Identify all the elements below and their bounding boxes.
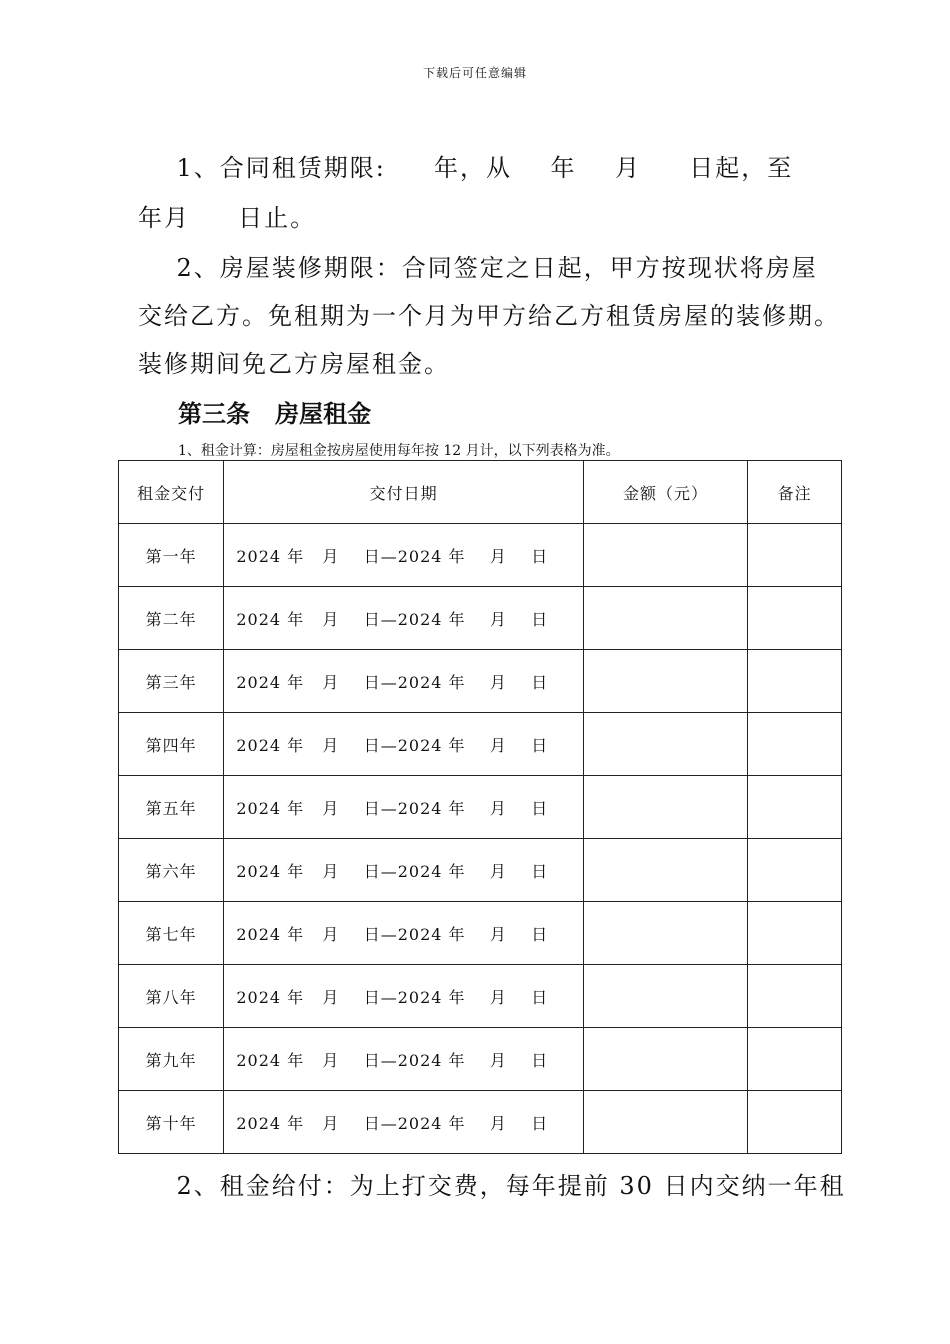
page-header-note: 下载后可任意编辑	[422, 66, 527, 80]
row-date-cell: 2024 年 月 日—2024 年 月 日	[224, 902, 584, 965]
row-amount-cell	[583, 587, 747, 650]
row-date-cell: 2024 年 月 日—2024 年 月 日	[224, 1028, 584, 1091]
header-amount: 金额（元）	[583, 461, 747, 524]
row-amount-cell	[583, 965, 747, 1028]
row-date-cell: 2024 年 月 日—2024 年 月 日	[224, 965, 584, 1028]
row-note-cell	[748, 1028, 842, 1091]
header-note: 备注	[748, 461, 842, 524]
paragraph-2-line-2: 交给乙方。免租期为一个月为甲方给乙方租赁房屋的装修期。	[138, 302, 840, 330]
row-period-cell: 第二年	[119, 587, 224, 650]
row-period-cell: 第四年	[119, 713, 224, 776]
row-note-cell	[748, 839, 842, 902]
table-row	[119, 1028, 842, 1091]
table-row	[119, 839, 842, 902]
row-period-cell: 第七年	[119, 902, 224, 965]
row-amount-cell	[583, 1028, 747, 1091]
row-period-cell: 第十年	[119, 1091, 224, 1154]
row-period-cell: 第八年	[119, 965, 224, 1028]
rent-calculation-note: 1、租金计算：房屋租金按房屋使用每年按 12 月计，以下列表格为准。	[178, 443, 620, 459]
header-payment-date: 交付日期	[224, 461, 584, 524]
table-row	[119, 713, 842, 776]
row-note-cell	[748, 902, 842, 965]
row-amount-cell	[583, 713, 747, 776]
table-row	[119, 902, 842, 965]
table-header-row	[119, 461, 842, 524]
row-date-cell: 2024 年 月 日—2024 年 月 日	[224, 524, 584, 587]
header-rent-payment: 租金交付	[119, 461, 224, 524]
row-date-cell: 2024 年 月 日—2024 年 月 日	[224, 776, 584, 839]
row-note-cell	[748, 965, 842, 1028]
section-heading: 第三条 房屋租金	[178, 400, 372, 428]
row-amount-cell	[583, 776, 747, 839]
rent-schedule-table	[118, 460, 842, 1154]
row-note-cell	[748, 650, 842, 713]
table-row	[119, 587, 842, 650]
row-amount-cell	[583, 1091, 747, 1154]
table-row	[119, 776, 842, 839]
paragraph-2-line-1: 2、房屋装修期限：合同签定之日起，甲方按现状将房屋	[138, 254, 818, 282]
row-period-cell: 第九年	[119, 1028, 224, 1091]
paragraph-1-line-1: 1、合同租赁期限: 年，从 年 月 日起，至	[138, 154, 794, 182]
row-amount-cell	[583, 839, 747, 902]
row-note-cell	[748, 1091, 842, 1154]
row-date-cell: 2024 年 月 日—2024 年 月 日	[224, 650, 584, 713]
row-period-cell: 第五年	[119, 776, 224, 839]
table-row	[119, 524, 842, 587]
row-date-cell: 2024 年 月 日—2024 年 月 日	[224, 839, 584, 902]
row-note-cell	[748, 713, 842, 776]
row-note-cell	[748, 524, 842, 587]
footer-paragraph: 2、租金给付：为上打交费，每年提前 30 日内交纳一年租	[138, 1172, 846, 1200]
table-row	[119, 650, 842, 713]
row-date-cell: 2024 年 月 日—2024 年 月 日	[224, 587, 584, 650]
row-amount-cell	[583, 902, 747, 965]
row-note-cell	[748, 776, 842, 839]
paragraph-2-line-3: 装修期间免乙方房屋租金。	[138, 350, 450, 378]
row-amount-cell	[583, 524, 747, 587]
row-period-cell: 第一年	[119, 524, 224, 587]
row-note-cell	[748, 587, 842, 650]
row-date-cell: 2024 年 月 日—2024 年 月 日	[224, 713, 584, 776]
table-row	[119, 965, 842, 1028]
row-amount-cell	[583, 650, 747, 713]
row-period-cell: 第六年	[119, 839, 224, 902]
row-period-cell: 第三年	[119, 650, 224, 713]
paragraph-1-line-2: 年月 日止。	[138, 204, 317, 232]
row-date-cell: 2024 年 月 日—2024 年 月 日	[224, 1091, 584, 1154]
table-row	[119, 1091, 842, 1154]
